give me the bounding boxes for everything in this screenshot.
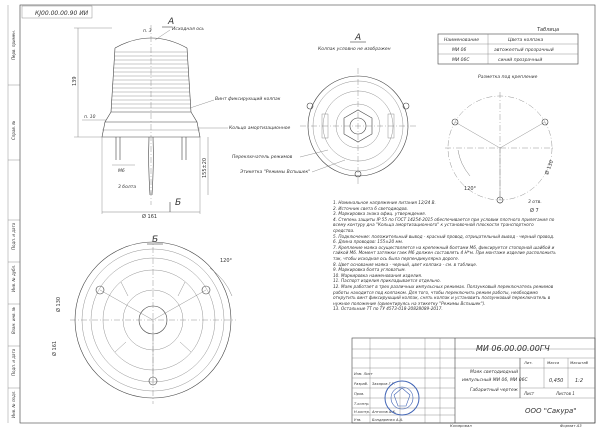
angle-120: 120° <box>464 186 477 192</box>
note-n10: п. 10 <box>84 115 96 120</box>
note-line: 1. Номинальное напряжение питания 12/24 В. <box>333 200 436 205</box>
note-line: 6. Длина проводов: 155±20 мм. <box>333 239 404 245</box>
person-name: Антонов А.К. <box>372 410 397 414</box>
note-line: так, чтобы исходная ось была перпендикулярна дороге. <box>333 255 460 261</box>
view-b <box>51 235 236 404</box>
label-callout: Этикетка "Режимы Вспышек" <box>240 170 311 175</box>
side-strip <box>8 30 20 418</box>
axis-callout: Исходная ось <box>172 27 205 32</box>
note-line: всему контуру дна "Кольца амортизационного" к установочной плоскости транспортного <box>333 222 534 228</box>
bolt-thread: М6 <box>118 169 125 174</box>
person-name: Бондаренко А.А. <box>372 418 404 422</box>
note-line: 8. Цвет основания маяка - черный, цвет колпака - см. в таблице. <box>333 261 478 267</box>
note-line: 11. Паспорт изделия прикладывается отдельно. <box>333 278 441 284</box>
view-b-diameter-130: Ø 130 <box>56 296 62 312</box>
switch-callout: Переключатель режимов <box>232 155 293 160</box>
technical-notes <box>333 200 583 312</box>
side-label: Подп. и дата <box>11 348 16 376</box>
col-scale: Масштаб <box>570 360 589 365</box>
note-n3: п. 3 <box>143 29 152 34</box>
note-line: 4. Степень защиты IP 55 по ГОСТ 14254-2015 обеспечивается при условии плотного прилегания по <box>333 216 555 222</box>
company-name: ООО "Сакура" <box>525 407 577 415</box>
table-cell: МИ 06С <box>452 58 470 63</box>
note-line: 7. Крепление маяка осуществляется на крепежный болтами М6, фиксируется стопорной шайбой и <box>333 244 555 250</box>
stamp-code: КЈ00.00.00.90 ИИ <box>35 10 89 17</box>
mass-value: 0,450 <box>549 378 564 384</box>
bolt-count: 3 болта <box>118 185 137 190</box>
height-139: 139 <box>72 76 78 86</box>
role-label: Пров. <box>354 392 365 396</box>
mounting-pattern <box>445 74 555 214</box>
pattern-title: Разметка под крепление <box>478 75 538 80</box>
side-view <box>72 17 291 220</box>
note-line: гайкой М6. Момент затяжки гаек М6 должен составлять 4 Н*м. При монтаже изделие расположить <box>333 250 556 256</box>
role-label: Н.контр. <box>354 410 371 414</box>
note-line: 3. Маркировка знака офиц. утверждения. <box>333 211 427 217</box>
doc-code: МИ 06.00.00.00ГЧ <box>476 344 550 353</box>
view-b-title: Б <box>152 235 159 245</box>
table-title: Таблица <box>537 27 560 33</box>
role-label: Изм. Лист <box>354 372 373 376</box>
note-line: 10. Маркировка наименования изделия. <box>333 272 423 278</box>
format-label: Формат А3 <box>560 423 582 428</box>
table-header: Цвета колпака <box>508 38 544 43</box>
side-label: Инв. № подл. <box>11 390 16 418</box>
view-b-diameter-161: Ø 161 <box>52 340 58 356</box>
person-name: Захаров Г.Р. <box>372 382 396 386</box>
table-cell: синий прозрачный <box>498 58 543 63</box>
col-lit: Лит. <box>524 360 533 365</box>
sheet-label: Лист <box>524 391 535 396</box>
cap-note: Колпак условно не изображен <box>318 47 391 52</box>
table-header: Наименование <box>444 38 479 43</box>
side-label: Инв. № дубл. <box>11 264 16 292</box>
note-line: 9. Маркировка болта угловатым. <box>333 267 406 273</box>
note-line: открутить винт фиксирующий колпак, снять колпак и установить ползунковый переключатель в <box>333 295 551 301</box>
role-label: Т.контр. <box>354 402 370 406</box>
side-label: Подп. и дата <box>11 222 16 250</box>
note-line: нужное положение (ориентируясь на этикетку "Режимы Вспышек"). <box>333 300 486 306</box>
drawing-type: Габаритный чертеж <box>470 388 518 393</box>
view-a-title: А <box>355 33 362 43</box>
product-name-2: импульсный МИ 06, МИ 06С <box>462 378 528 383</box>
side-label: Перв. примен. <box>11 29 16 60</box>
view-b-angle: 120° <box>220 258 233 264</box>
holes-diameter: Ø 7 <box>530 208 539 214</box>
note-line: 5. Подключение: положительный вывод - красный провод, отрицательный вывод - черный провод. <box>333 233 555 239</box>
role-label: Утв. <box>354 418 362 422</box>
product-name-1: Маяк светодиодный <box>470 370 519 375</box>
pattern-diameter: Ø 130 <box>544 159 556 176</box>
section-a-label: А <box>168 17 175 27</box>
note-line: 13. Остальные ТТ по ТУ 4573-018-20828089-2017. <box>333 306 443 312</box>
copied-label: Копировал <box>450 423 472 428</box>
ring-callout: Кольцо амортизационное <box>229 126 291 131</box>
wire-length: 155±20 <box>202 157 208 178</box>
note-line: 12. Маяк работает в трех различных импульсных режимах. Ползунковый переключатель режимов <box>333 283 554 289</box>
side-label: Взам. инв. № <box>11 306 16 334</box>
scale-value: 1:2 <box>575 378 584 384</box>
colors-table <box>438 27 578 64</box>
section-b-label: Б <box>175 198 182 208</box>
sheets-count: Листов 1 <box>556 391 575 396</box>
screw-callout: Винт фиксирующий колпак <box>215 97 281 102</box>
note-line: работы находится под колпаком. Для того, чтобы переключить режим работы, необходимо <box>333 289 538 295</box>
table-cell: МИ 06 <box>452 48 467 53</box>
title-block <box>352 338 595 423</box>
holes-count: 3 отв. <box>528 200 542 205</box>
side-label: Справ. № <box>11 120 16 140</box>
table-cell: автожелтый прозрачный <box>494 48 554 53</box>
role-label: Разраб. <box>354 382 369 386</box>
note-line: средства. <box>333 227 355 233</box>
note-line: 2. Источник света 6 светодиодов. <box>333 205 409 211</box>
diameter-161: Ø 161 <box>142 214 158 220</box>
view-a <box>232 33 416 184</box>
col-mass: Масса <box>547 360 560 365</box>
